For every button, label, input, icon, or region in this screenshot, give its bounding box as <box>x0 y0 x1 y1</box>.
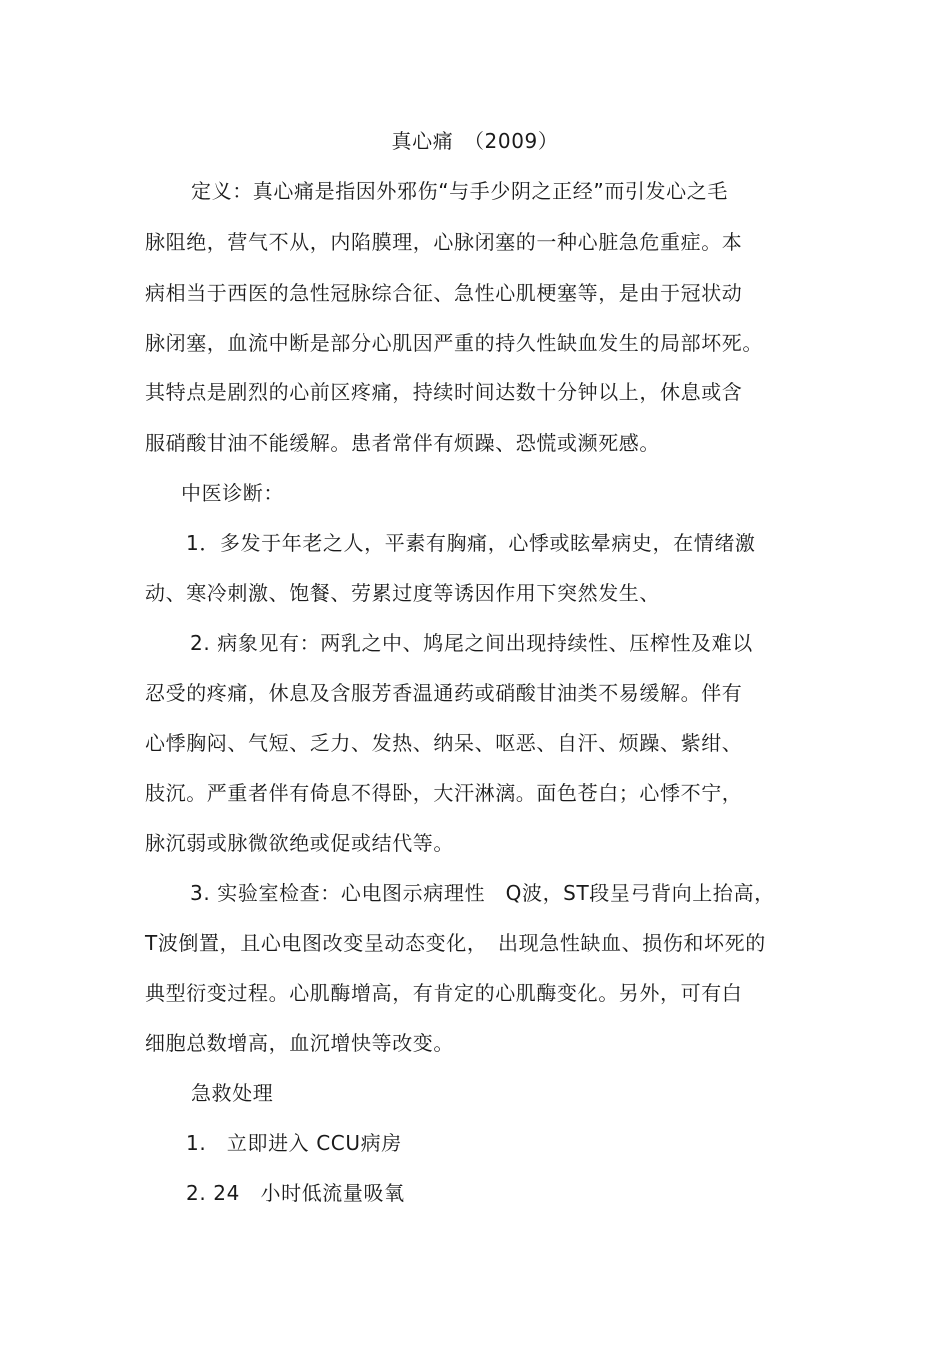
text-line: 定义：真心痛是指因外邪伤“与手少阴之正经”而引发心之毛 <box>191 179 728 203</box>
text-line: 脉阻绝，营气不从，内陷膜理，心脉闭塞的一种心脏急危重症。本 <box>145 230 743 254</box>
list-item: 2. 24 小时低流量吸氧 <box>186 1181 405 1205</box>
text-line: T波倒置，且心电图改变呈动态变化， 出现急性缺血、损伤和坏死的 <box>145 931 766 955</box>
text-line: 其特点是剧烈的心前区疼痛，持续时间达数十分钟以上，休息或含 <box>145 380 743 404</box>
text-line: 服硝酸甘油不能缓解。患者常伴有烦躁、恐慌或濒死感。 <box>145 431 660 455</box>
text-line: 典型衍变过程。心肌酶增高，有肯定的心肌酶变化。另外，可有白 <box>145 981 743 1005</box>
text-line: 病相当于西医的急性冠脉综合征、急性心肌梗塞等，是由于冠状动 <box>145 281 743 305</box>
text-line: 脉闭塞，血流中断是部分心肌因严重的持久性缺血发生的局部坏死。 <box>145 331 763 355</box>
text-line: 细胞总数增高，血沉增快等改变。 <box>145 1031 454 1055</box>
text-line: 忍受的疼痛，休息及含服芳香温通药或硝酸甘油类不易缓解。伴有 <box>145 681 743 705</box>
text-line: 1．多发于年老之人，平素有胸痛，心悸或眩晕病史，在情绪激 <box>186 531 756 555</box>
text-line: 动、寒冷刺激、饱餐、劳累过度等诱因作用下突然发生、 <box>145 581 660 605</box>
text-line: 肢沉。严重者伴有倚息不得卧，大汗淋漓。面色苍白；心悸不宁， <box>145 781 743 805</box>
list-item: 1. 立即进入 CCU病房 <box>186 1131 402 1155</box>
section-heading: 急救处理 <box>191 1081 274 1105</box>
section-heading: 中医诊断： <box>181 481 284 505</box>
text-line: 2. 病象见有：两乳之中、鸠尾之间出现持续性、压榨性及难以 <box>190 631 753 655</box>
text-line: 脉沉弱或脉微欲绝或促或结代等。 <box>145 831 454 855</box>
text-line: 3. 实验室检查：心电图示病理性 Q波，ST段呈弓背向上抬高， <box>190 881 775 905</box>
text-line: 心悸胸闷、气短、乏力、发热、纳呆、呕恶、自汗、烦躁、紫绀、 <box>145 731 743 755</box>
document-title: 真心痛 （2009） <box>391 129 559 153</box>
